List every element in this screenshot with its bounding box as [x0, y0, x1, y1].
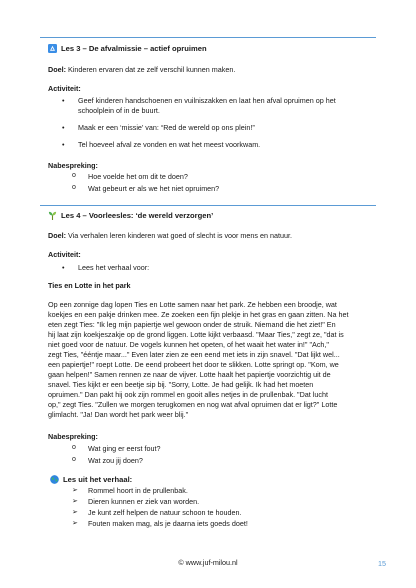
doel-text: Via verhalen leren kinderen wat goed of slecht is voor mens en natuur.	[65, 231, 292, 240]
footer-copyright: © www.juf-milou.nl	[178, 558, 238, 567]
list-item: ➢ Fouten maken mag, als je daarna iets goeds doet!	[72, 519, 248, 529]
story-line: niet goed voor de natuur. De vogels kunnen het opeten, of het waait het water in!" "Ach,"	[48, 340, 329, 349]
lessen-label: Les uit het verhaal:	[63, 475, 133, 484]
les4-vragen-list	[72, 444, 160, 468]
list-item: o Wat zou jij doen?	[72, 456, 160, 466]
les3-heading	[48, 44, 207, 53]
recycle-icon	[48, 44, 57, 53]
globe-icon	[50, 475, 59, 484]
les3-doel	[48, 65, 370, 75]
doel-text: Kinderen ervaren dat ze zelf verschil kunnen maken.	[65, 65, 236, 74]
les4-activiteit-label: Activiteit:	[48, 250, 81, 259]
les4-heading	[48, 211, 213, 220]
list-item: • Maak er een ‘missie’ van: “Red de wereld op ons plein!”	[62, 123, 362, 133]
les3-activiteit-label: Activiteit:	[48, 84, 81, 93]
story-line: glimlacht. "Ja! Dan wordt het park weer blij."	[48, 410, 189, 419]
seedling-icon	[48, 211, 57, 220]
les4-title: Les 4 – Voorleesles: ‘de wereld verzorgen’	[61, 211, 214, 220]
les3-nabespreking-label: Nabespreking:	[48, 161, 98, 170]
story-title: Ties en Lotte in het park	[48, 281, 131, 290]
list-item: • Geef kinderen handschoenen en vuilniszakken en laat hen afval opruimen op het schoolplein of in de buurt.	[62, 96, 362, 116]
story-line: een papiertje!" roept Lotte. De eend probeert het door te slikken. Lotte springt op. "Kom, we	[48, 360, 339, 369]
list-item: ➢ Rommel hoort in de prullenbak.	[72, 486, 248, 496]
lessen-list	[72, 486, 248, 530]
list-item: o Wat gebeurt er als we het niet opruimen?	[72, 184, 219, 194]
story-line: opruimen." Dan pakt hij ook zijn rommel en gooit alles netjes in de prullenbak. "Dat lucht	[48, 390, 328, 399]
page-number: 15	[378, 559, 386, 568]
list-item: o Wat ging er eerst fout?	[72, 444, 160, 454]
doel-label: Doel:	[48, 231, 66, 240]
list-item: • Lees het verhaal voor:	[62, 263, 362, 273]
list-item: ➢ Je kunt zelf helpen de natuur schoon te houden.	[72, 508, 248, 518]
story-line: snavel. Ties kijkt er een beetje sip bij. "Sorry, Lotte. Je had gelijk. Ik had het moeten	[48, 380, 314, 389]
section-divider-top	[40, 37, 376, 38]
story-line: eten zegt Ties: "Ik leg mijn papiertje wel gewoon onder de struik. Niemand die het ziet!" En	[48, 320, 336, 329]
les3-vragen-list	[72, 172, 219, 196]
les4-nabespreking-label: Nabespreking:	[48, 432, 98, 441]
doel-label: Doel:	[48, 65, 66, 74]
story-line: gaan helpen!" Samen rennen ze naar de vijver. Lotte haalt het papiertje voorzichtig uit de	[48, 370, 331, 379]
list-item: ➢ Dieren kunnen er ziek van worden.	[72, 497, 248, 507]
list-item: o Hoe voelde het om dit te doen?	[72, 172, 219, 182]
les3-activiteiten-list	[62, 96, 362, 150]
story-body	[48, 300, 378, 420]
story-line: op," zegt Ties. "Zullen we morgen terugkomen en nog wat afval opruimen dat er ligt?" Lotte	[48, 400, 338, 409]
section-divider	[40, 205, 376, 206]
les4-doel	[48, 231, 370, 241]
story-line: hij laat zijn koekjeszakje op de grond liggen. Lotte kijkt verbaasd. "Maar Ties," zegt ze, "dat is	[48, 330, 344, 339]
les3-title: Les 3 – De afvalmissie – actief opruimen	[61, 44, 207, 53]
story-line: koekjes en een pakje drinken mee. Ze zoeken een fijn plekje in het gras en gaan zitten. Na het	[48, 310, 349, 319]
list-item: • Tel hoeveel afval ze vonden en wat het meest voorkwam.	[62, 140, 362, 150]
story-line: Op een zonnige dag lopen Ties en Lotte samen naar het park. Ze hebben een broodje, wat	[48, 300, 337, 309]
les4-activiteiten-list	[62, 263, 362, 273]
story-line: zegt Ties, "ééntje maar..." Even later zien ze een eend met iets in zijn snavel. "Dat lijkt wel...	[48, 350, 340, 359]
lessen-heading	[50, 475, 132, 484]
